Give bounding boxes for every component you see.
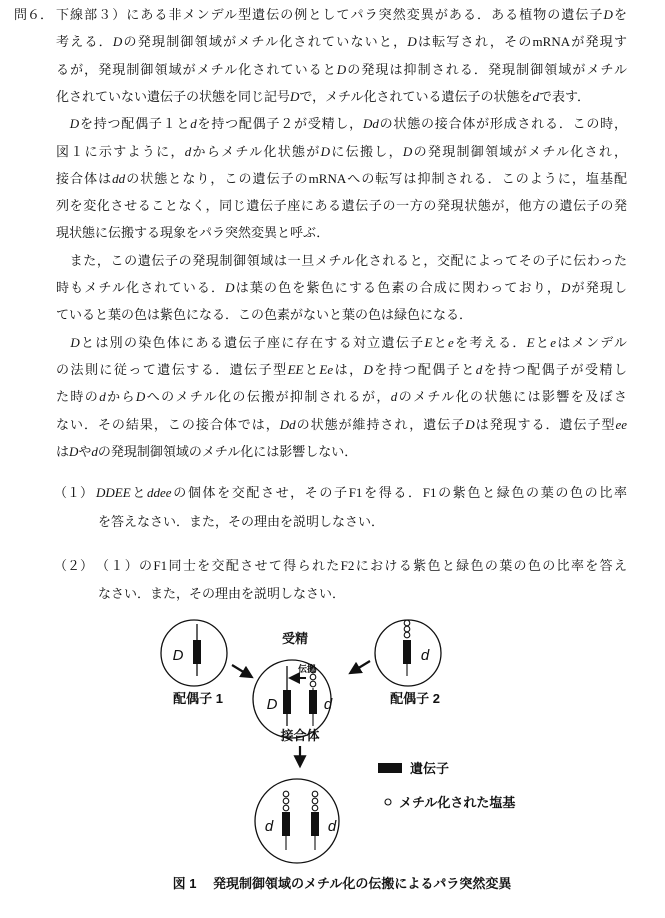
gene-d-offspring — [282, 791, 319, 850]
body-line: はDやdの発現制御領域のメチル化には影響しない． — [56, 443, 358, 459]
body-line: ていると葉の色は紫色になる．この色素がないと葉の色は緑色になる． — [56, 307, 473, 323]
sub-question-label: （１） — [54, 485, 94, 500]
body-line: 化されていない遺伝子の状態を同じ記号Dで，メチル化されている遺伝子の状態をdで表す． — [56, 88, 590, 104]
zygote-circle — [253, 660, 331, 738]
legend-methyl-label: メチル化された塩基 — [399, 795, 516, 810]
arrow-gamete2-to-zygote — [352, 661, 370, 672]
gamete2-label: 配偶子 2 — [390, 691, 440, 706]
body-line: ない．その結果，この接合体では，Ddの状態が維持され，遺伝子Dは発現する．遺伝子型ee — [56, 416, 627, 432]
body-line: 現状態に伝搬する現象をパラ突然変異と呼ぶ． — [56, 225, 330, 241]
allele-label: d — [323, 696, 333, 713]
body-line: 接合体はddの状態となり，この遺伝子のmRNAへの転写は抑制される．このように，塩基配 — [56, 170, 627, 186]
body-line: また，この遺伝子の発現制御領域は一旦メチル化されると，交配によってその子に伝わった — [56, 252, 627, 268]
gamete1-label: 配偶子 1 — [173, 691, 223, 706]
arrow-gamete1-to-zygote — [232, 665, 250, 676]
body-line: Dを持つ配偶子１とdを持つ配偶子２が受精し，Ddの状態の接合体が形成される．この時， — [69, 116, 627, 132]
legend-gene-label: 遺伝子 — [410, 761, 450, 776]
gene-D-in-zygote — [283, 666, 291, 726]
allele-label: d — [420, 647, 430, 664]
body-line: 考える．Dの発現制御領域がメチル化されていないと，Dは転写され，そのmRNAが発現す — [56, 34, 627, 50]
question-number: 問６． — [14, 7, 54, 22]
fertilization-label: 受精 — [281, 631, 309, 646]
body-line: 下線部３）にある非メンデル型遺伝の例としてパラ突然変異がある．ある植物の遺伝子Dを — [56, 7, 627, 22]
body-line: Dとは別の染色体にある遺伝子座に存在する対立遺伝子Eとeを考える．Eとeはメンデル — [70, 334, 627, 350]
body-line: 時もメチル化されている．Dは葉の色を紫色にする色素の合成に関わっており，Dが発現し — [56, 280, 627, 295]
allele-label: d — [327, 818, 337, 835]
gene-d-in-zygote — [309, 667, 317, 726]
legend-gene-swatch — [378, 763, 402, 773]
sub-question-line: を答えなさい．また，その理由を説明しなさい． — [98, 514, 385, 529]
sub-question-line: （１）のF1同士を交配させて得られたF2における紫色と緑色の葉の色の比率を答え — [96, 558, 627, 573]
body-line: 図１に示すように，dからメチル化状態がDに伝搬し，Dの発現制御領域がメチル化され， — [56, 143, 627, 159]
legend-methyl-swatch — [385, 799, 391, 805]
figure-caption: 図 1 発現制御領域のメチル化の伝搬によるパラ突然変異 — [172, 876, 512, 891]
body-line: 列を変化させることなく，同じ遺伝子座にある遺伝子の一方の発現状態が，他方の遺伝子の発 — [56, 198, 627, 214]
body-line: るが，発現制御領域がメチル化されているとDの発現は抑制される．発現制御領域がメチル — [56, 61, 627, 77]
allele-label: d — [264, 818, 274, 835]
gene-D-unmethylated — [193, 624, 201, 676]
body-line: た時のdからDへのメチル化の伝搬が抑制されるが，dのメチル化の状態には影響を及ぼさ — [56, 389, 627, 405]
allele-label: D — [172, 647, 184, 664]
body-line: の法則に従って遺伝する．遺伝子型EEとEeは，Dを持つ配偶子とdを持つ配偶子が受精し — [56, 361, 627, 377]
sub-question-label: （２） — [54, 558, 94, 573]
sub-question-line: なさい．また，その理由を説明しなさい． — [98, 586, 346, 601]
allele-label: D — [266, 696, 278, 713]
sub-question-line: DDEEとddeeの個体を交配させ，その子F1を得る．F1の紫色と緑色の葉の色の比率 — [96, 485, 627, 500]
gene-d-methylated — [403, 620, 411, 676]
propagation-label: 伝搬 — [298, 664, 317, 674]
zygote-label: 接合体 — [280, 728, 320, 743]
